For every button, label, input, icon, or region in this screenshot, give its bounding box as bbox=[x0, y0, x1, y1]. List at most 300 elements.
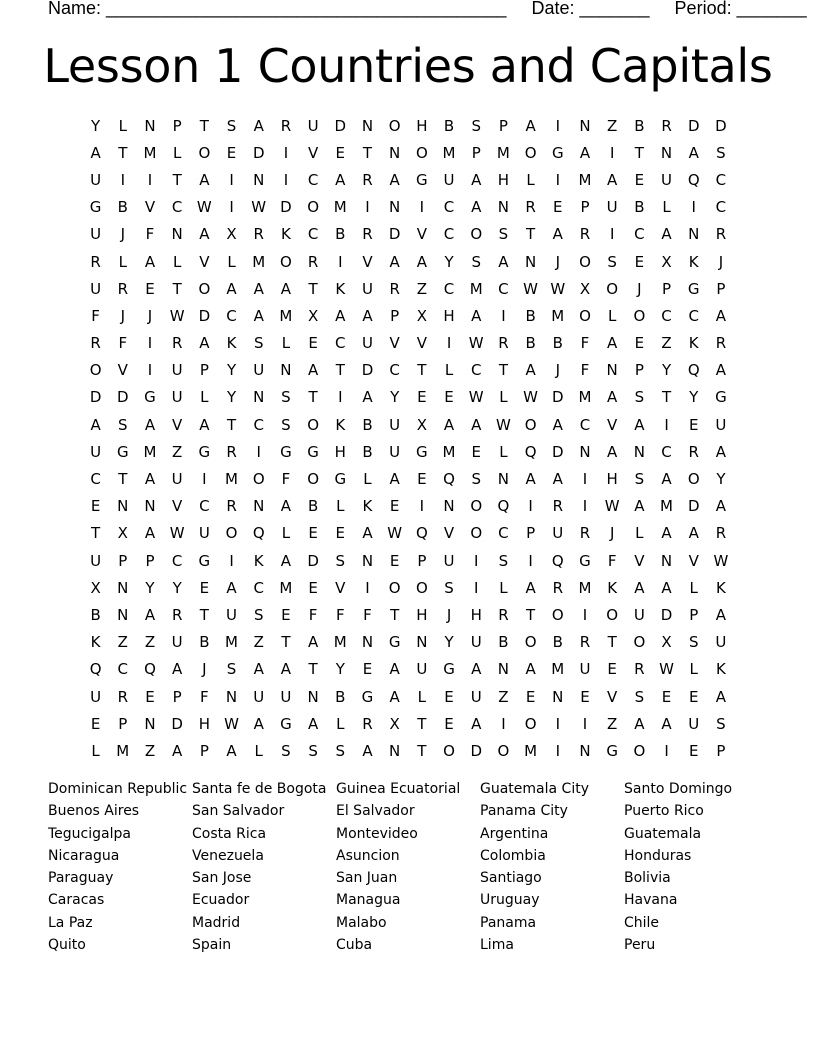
grid-letter: T bbox=[199, 605, 209, 624]
grid-letter: Q bbox=[415, 524, 428, 543]
grid-letter: E bbox=[389, 551, 400, 570]
grid-letter: W bbox=[495, 415, 511, 434]
grid-letter: U bbox=[389, 415, 401, 434]
grid-letter: A bbox=[307, 633, 319, 652]
grid-letter: A bbox=[715, 605, 727, 624]
grid-letter: E bbox=[90, 714, 101, 733]
grid-letter: P bbox=[417, 551, 427, 570]
grid-letter: F bbox=[580, 361, 590, 380]
grid-letter: A bbox=[144, 470, 156, 489]
grid-letter: N bbox=[117, 578, 129, 597]
grid-letter: C bbox=[579, 415, 591, 434]
grid-letter: A bbox=[199, 225, 210, 244]
grid-letter: U bbox=[361, 279, 373, 298]
grid-letter: A bbox=[579, 143, 591, 162]
grid-letter: E bbox=[525, 687, 536, 706]
grid-letter: A bbox=[607, 388, 618, 407]
grid-letter: O bbox=[551, 605, 564, 624]
grid-letter: Z bbox=[498, 687, 509, 706]
grid-letter: U bbox=[443, 170, 455, 189]
grid-letter: A bbox=[90, 143, 101, 162]
grid-letter: S bbox=[471, 252, 481, 271]
grid-letter: S bbox=[498, 225, 509, 244]
grid-letter: R bbox=[90, 334, 101, 353]
grid-letter: A bbox=[362, 306, 373, 325]
grid-letter: U bbox=[280, 687, 292, 706]
grid-letter: R bbox=[634, 660, 645, 679]
grid-letter: E bbox=[145, 279, 155, 298]
grid-letter: J bbox=[120, 225, 125, 244]
grid-letter: S bbox=[281, 388, 291, 407]
grid-letter: B bbox=[90, 605, 101, 624]
grid-letter: I bbox=[501, 714, 506, 733]
grid-letter: R bbox=[226, 497, 237, 516]
grid-letter: C bbox=[117, 660, 129, 679]
grid-letter: N bbox=[552, 687, 564, 706]
grid-letter: N bbox=[606, 361, 618, 380]
grid-letter: F bbox=[118, 334, 128, 353]
grid-letter: P bbox=[118, 714, 128, 733]
grid-letter: V bbox=[634, 551, 645, 570]
grid-letter: K bbox=[335, 279, 346, 298]
grid-letter: G bbox=[551, 143, 564, 162]
grid-letter: E bbox=[471, 442, 481, 461]
grid-letter: S bbox=[281, 415, 291, 434]
grid-letter: A bbox=[661, 470, 672, 489]
grid-letter: A bbox=[525, 578, 536, 597]
grid-letter: K bbox=[280, 225, 291, 244]
word-list-item: San Juan bbox=[336, 870, 398, 887]
grid-letter: A bbox=[715, 361, 727, 380]
word-list-item: Guatemala bbox=[624, 825, 702, 842]
grid-letter: G bbox=[198, 551, 211, 570]
grid-letter: O bbox=[524, 143, 537, 162]
grid-letter: Z bbox=[416, 279, 427, 298]
grid-letter: K bbox=[715, 660, 726, 679]
grid-letter: W bbox=[659, 660, 674, 679]
grid-letter: O bbox=[443, 741, 455, 760]
grid-letter: M bbox=[225, 470, 238, 489]
grid-letter: T bbox=[526, 605, 536, 624]
grid-letter: A bbox=[144, 524, 156, 543]
grid-letter: I bbox=[555, 741, 560, 760]
grid-letter: L bbox=[118, 116, 127, 135]
grid-letter: D bbox=[470, 741, 482, 760]
grid-letter: T bbox=[498, 361, 508, 380]
grid-letter: A bbox=[688, 143, 699, 162]
grid-letter: A bbox=[634, 415, 645, 434]
grid-letter: J bbox=[637, 279, 642, 298]
grid-letter: L bbox=[499, 388, 508, 407]
grid-letter: T bbox=[308, 660, 318, 679]
grid-letter: O bbox=[89, 361, 102, 380]
grid-letter: I bbox=[147, 361, 153, 380]
grid-letter: K bbox=[715, 578, 726, 597]
grid-letter: I bbox=[528, 551, 533, 570]
grid-letter: J bbox=[446, 605, 452, 624]
grid-letter: R bbox=[715, 334, 727, 353]
grid-letter: U bbox=[416, 660, 428, 679]
grid-letter: R bbox=[362, 714, 373, 733]
grid-letter: O bbox=[524, 714, 537, 733]
grid-letter: L bbox=[499, 442, 508, 461]
grid-letter: S bbox=[253, 334, 264, 353]
grid-letter: L bbox=[200, 388, 209, 407]
grid-letter: B bbox=[525, 306, 536, 325]
grid-letter: G bbox=[579, 551, 591, 570]
grid-letter: P bbox=[118, 551, 128, 570]
grid-letter: C bbox=[443, 225, 455, 244]
grid-letter: E bbox=[335, 143, 346, 162]
grid-letter: S bbox=[716, 143, 726, 162]
grid-letter: O bbox=[470, 225, 483, 244]
grid-letter: X bbox=[117, 524, 128, 543]
grid-letter: E bbox=[688, 687, 699, 706]
grid-letter: V bbox=[335, 578, 346, 597]
word-list-item: Asuncion bbox=[336, 847, 400, 864]
word-list-item: Madrid bbox=[192, 914, 241, 931]
word-list-item: Chile bbox=[624, 914, 660, 931]
grid-letter: N bbox=[579, 741, 591, 760]
grid-letter: D bbox=[307, 551, 319, 570]
grid-letter: T bbox=[308, 279, 318, 298]
grid-letter: U bbox=[552, 524, 564, 543]
grid-letter: U bbox=[253, 361, 265, 380]
word-list-item: Tegucigalpa bbox=[48, 825, 131, 842]
grid-letter: R bbox=[688, 442, 699, 461]
grid-letter: Z bbox=[607, 714, 618, 733]
grid-letter: E bbox=[553, 198, 563, 217]
grid-letter: S bbox=[118, 415, 128, 434]
grid-letter: A bbox=[416, 252, 427, 271]
grid-letter: I bbox=[147, 170, 153, 189]
grid-letter: C bbox=[443, 279, 455, 298]
grid-letter: D bbox=[552, 442, 564, 461]
grid-letter: P bbox=[199, 361, 209, 380]
grid-letter: C bbox=[443, 198, 455, 217]
grid-letter: Z bbox=[661, 334, 672, 353]
grid-letter: I bbox=[283, 143, 289, 162]
word-list-item: Venezuela bbox=[192, 847, 264, 864]
word-list-item: Cuba bbox=[336, 937, 373, 954]
grid-letter: A bbox=[90, 415, 101, 434]
grid-letter: V bbox=[607, 415, 618, 434]
grid-letter: L bbox=[281, 524, 291, 543]
grid-letter: U bbox=[715, 633, 727, 652]
grid-letter: A bbox=[552, 470, 563, 489]
grid-letter: Q bbox=[89, 660, 102, 679]
grid-letter: I bbox=[202, 470, 207, 489]
word-list-item: Malabo bbox=[336, 914, 387, 931]
grid-letter: P bbox=[662, 279, 672, 298]
grid-letter: A bbox=[389, 170, 400, 189]
word-list-item: San Jose bbox=[192, 870, 252, 887]
grid-letter: G bbox=[307, 442, 319, 461]
grid-letter: I bbox=[664, 415, 669, 434]
grid-letter: Z bbox=[117, 633, 128, 652]
grid-letter: I bbox=[120, 170, 125, 189]
grid-letter: W bbox=[713, 551, 729, 570]
grid-letter: U bbox=[198, 524, 210, 543]
grid-letter: C bbox=[715, 198, 727, 217]
grid-letter: H bbox=[334, 442, 346, 461]
grid-letter: C bbox=[661, 306, 672, 325]
grid-letter: N bbox=[443, 497, 455, 516]
grid-letter: T bbox=[226, 415, 237, 434]
word-list-item: Bolivia bbox=[624, 870, 671, 887]
grid-letter: N bbox=[688, 225, 700, 244]
grid-letter: A bbox=[661, 225, 672, 244]
grid-letter: A bbox=[715, 442, 727, 461]
grid-letter: F bbox=[607, 551, 617, 570]
grid-letter: X bbox=[661, 252, 672, 271]
grid-letter: V bbox=[144, 198, 156, 217]
grid-letter: E bbox=[90, 497, 101, 516]
grid-letter: I bbox=[229, 170, 234, 189]
grid-letter: I bbox=[446, 334, 452, 353]
word-list-item: Spain bbox=[192, 937, 232, 954]
header-fields: Name: ________________________________________ Date: _______ Period: _______ bbox=[48, 0, 807, 18]
grid-letter: Y bbox=[390, 388, 400, 407]
grid-letter: K bbox=[90, 633, 101, 652]
grid-letter: O bbox=[633, 741, 646, 760]
grid-letter: A bbox=[362, 388, 373, 407]
grid-letter: E bbox=[444, 714, 454, 733]
word-list-item: Argentina bbox=[480, 825, 549, 842]
grid-letter: B bbox=[199, 633, 210, 652]
grid-letter: N bbox=[633, 442, 645, 461]
grid-letter: O bbox=[415, 578, 428, 597]
grid-letter: T bbox=[417, 361, 427, 380]
grid-letter: R bbox=[525, 198, 536, 217]
grid-letter: A bbox=[471, 170, 482, 189]
grid-letter: A bbox=[280, 497, 292, 516]
grid-letter: I bbox=[555, 170, 560, 189]
grid-letter: L bbox=[336, 714, 345, 733]
grid-letter: T bbox=[172, 279, 182, 298]
grid-letter: U bbox=[443, 551, 455, 570]
grid-letter: Q bbox=[687, 170, 700, 189]
grid-letter: H bbox=[606, 470, 618, 489]
grid-letter: X bbox=[579, 279, 591, 298]
grid-letter: M bbox=[225, 633, 238, 652]
grid-letter: Y bbox=[444, 252, 454, 271]
grid-letter: A bbox=[607, 442, 618, 461]
grid-letter: I bbox=[365, 198, 370, 217]
grid-letter: F bbox=[363, 605, 372, 624]
grid-letter: O bbox=[415, 143, 428, 162]
grid-letter: P bbox=[716, 279, 726, 298]
grid-letter: I bbox=[419, 497, 425, 516]
word-list-item: Guatemala City bbox=[480, 781, 589, 797]
grid-letter: H bbox=[470, 605, 482, 624]
grid-letter: V bbox=[172, 415, 183, 434]
word-list-item: Buenos Aires bbox=[48, 803, 140, 820]
grid-letter: A bbox=[715, 497, 727, 516]
grid-letter: R bbox=[171, 605, 183, 624]
grid-letter: V bbox=[362, 252, 373, 271]
grid-letter: I bbox=[338, 388, 343, 407]
grid-letter: Z bbox=[172, 442, 183, 461]
grid-letter: I bbox=[474, 551, 479, 570]
grid-letter: A bbox=[471, 660, 482, 679]
grid-letter: T bbox=[417, 714, 427, 733]
grid-letter: I bbox=[691, 198, 696, 217]
word-list-item: Santa fe de Bogota bbox=[192, 781, 327, 797]
grid-letter: M bbox=[333, 198, 347, 217]
grid-letter: V bbox=[607, 687, 618, 706]
grid-letter: W bbox=[169, 306, 185, 325]
grid-letter: C bbox=[307, 170, 319, 189]
grid-letter: S bbox=[498, 551, 509, 570]
grid-letter: A bbox=[253, 116, 264, 135]
grid-letter: W bbox=[523, 388, 539, 407]
grid-letter: C bbox=[715, 170, 727, 189]
grid-letter: Q bbox=[551, 551, 564, 570]
grid-letter: B bbox=[525, 334, 536, 353]
grid-letter: E bbox=[417, 388, 427, 407]
page-title: Lesson 1 Countries and Capitals bbox=[43, 39, 773, 93]
grid-letter: A bbox=[389, 252, 400, 271]
grid-letter: M bbox=[524, 741, 538, 760]
grid-letter: Y bbox=[689, 388, 699, 407]
grid-letter: P bbox=[199, 741, 209, 760]
grid-letter: C bbox=[470, 361, 482, 380]
grid-letter: N bbox=[225, 687, 238, 706]
grid-letter: A bbox=[144, 252, 156, 271]
word-list-item: Costa Rica bbox=[192, 825, 267, 842]
grid-letter: F bbox=[580, 334, 590, 353]
grid-letter: O bbox=[198, 279, 211, 298]
grid-letter: C bbox=[171, 198, 183, 217]
grid-letter: C bbox=[90, 470, 101, 489]
grid-letter: A bbox=[389, 470, 400, 489]
grid-letter: D bbox=[171, 714, 183, 733]
grid-letter: S bbox=[281, 741, 291, 760]
grid-letter: D bbox=[715, 116, 727, 135]
grid-letter: M bbox=[116, 741, 130, 760]
grid-letter: D bbox=[388, 225, 401, 244]
grid-letter: U bbox=[90, 225, 102, 244]
grid-letter: B bbox=[117, 198, 128, 217]
grid-letter: U bbox=[171, 633, 183, 652]
grid-letter: L bbox=[689, 660, 698, 679]
grid-letter: M bbox=[333, 633, 347, 652]
grid-letter: E bbox=[199, 578, 210, 597]
word-list-item: San Salvador bbox=[192, 803, 285, 820]
grid-letter: D bbox=[198, 306, 211, 325]
grid-letter: T bbox=[91, 524, 101, 543]
grid-letter: N bbox=[253, 388, 265, 407]
grid-letter: E bbox=[145, 687, 155, 706]
grid-letter: Q bbox=[687, 361, 700, 380]
grid-letter: R bbox=[280, 116, 292, 135]
grid-letter: A bbox=[280, 551, 292, 570]
grid-letter: M bbox=[469, 279, 483, 298]
grid-letter: U bbox=[171, 388, 183, 407]
grid-letter: O bbox=[307, 415, 319, 434]
grid-letter: O bbox=[225, 524, 238, 543]
grid-letter: A bbox=[199, 415, 210, 434]
word-list-item: Lima bbox=[480, 937, 514, 954]
grid-letter: L bbox=[118, 252, 127, 271]
grid-letter: P bbox=[390, 306, 400, 325]
grid-letter: Y bbox=[172, 578, 182, 597]
grid-letter: Y bbox=[226, 361, 237, 380]
grid-letter: D bbox=[687, 497, 700, 516]
grid-letter: E bbox=[417, 470, 427, 489]
grid-letter: I bbox=[365, 578, 370, 597]
grid-letter: E bbox=[362, 660, 373, 679]
word-list-item: Honduras bbox=[624, 847, 692, 864]
grid-letter: S bbox=[634, 470, 645, 489]
grid-letter: V bbox=[416, 225, 427, 244]
grid-letter: I bbox=[474, 578, 479, 597]
grid-letter: U bbox=[688, 714, 700, 733]
grid-letter: A bbox=[661, 714, 672, 733]
word-list-item: Ecuador bbox=[192, 892, 250, 909]
grid-letter: Y bbox=[91, 116, 101, 135]
grid-letter: D bbox=[687, 116, 700, 135]
grid-letter: A bbox=[471, 714, 482, 733]
grid-letter: I bbox=[555, 116, 560, 135]
word-list-item: Uruguay bbox=[480, 892, 540, 909]
grid-letter: A bbox=[634, 497, 645, 516]
grid-letter: O bbox=[470, 524, 483, 543]
grid-letter: B bbox=[362, 415, 373, 434]
grid-letter: M bbox=[442, 442, 456, 461]
word-list-item: Puerto Rico bbox=[624, 803, 704, 820]
grid-letter: T bbox=[118, 143, 128, 162]
grid-letter: I bbox=[229, 551, 234, 570]
grid-letter: L bbox=[662, 198, 671, 217]
grid-letter: M bbox=[578, 388, 592, 407]
grid-letter: N bbox=[361, 633, 374, 652]
grid-letter: O bbox=[524, 633, 537, 652]
grid-letter: M bbox=[279, 578, 293, 597]
grid-letter: D bbox=[660, 605, 673, 624]
grid-letter: A bbox=[199, 334, 210, 353]
grid-letter: N bbox=[280, 361, 292, 380]
grid-letter: E bbox=[308, 578, 318, 597]
grid-letter: M bbox=[442, 143, 456, 162]
grid-letter: Y bbox=[335, 660, 345, 679]
grid-letter: P bbox=[580, 198, 590, 217]
grid-letter: I bbox=[582, 714, 588, 733]
grid-letter: C bbox=[498, 279, 509, 298]
grid-letter: T bbox=[335, 361, 345, 380]
grid-letter: N bbox=[497, 470, 510, 489]
grid-letter: I bbox=[256, 442, 261, 461]
grid-letter: A bbox=[253, 306, 264, 325]
grid-letter: E bbox=[634, 334, 645, 353]
grid-letter: P bbox=[716, 741, 726, 760]
grid-letter: D bbox=[334, 116, 347, 135]
word-list-item: Paraguay bbox=[48, 870, 114, 887]
grid-letter: A bbox=[253, 660, 264, 679]
grid-letter: N bbox=[144, 116, 156, 135]
grid-letter: R bbox=[389, 279, 400, 298]
grid-letter: G bbox=[116, 442, 129, 461]
grid-letter: U bbox=[90, 170, 102, 189]
word-list-item: El Salvador bbox=[336, 803, 415, 820]
grid-letter: B bbox=[552, 334, 563, 353]
word-list-item: Havana bbox=[624, 892, 678, 909]
grid-letter: K bbox=[688, 334, 699, 353]
grid-letter: O bbox=[606, 279, 619, 298]
grid-letter: I bbox=[609, 225, 615, 244]
grid-letter: W bbox=[196, 198, 212, 217]
